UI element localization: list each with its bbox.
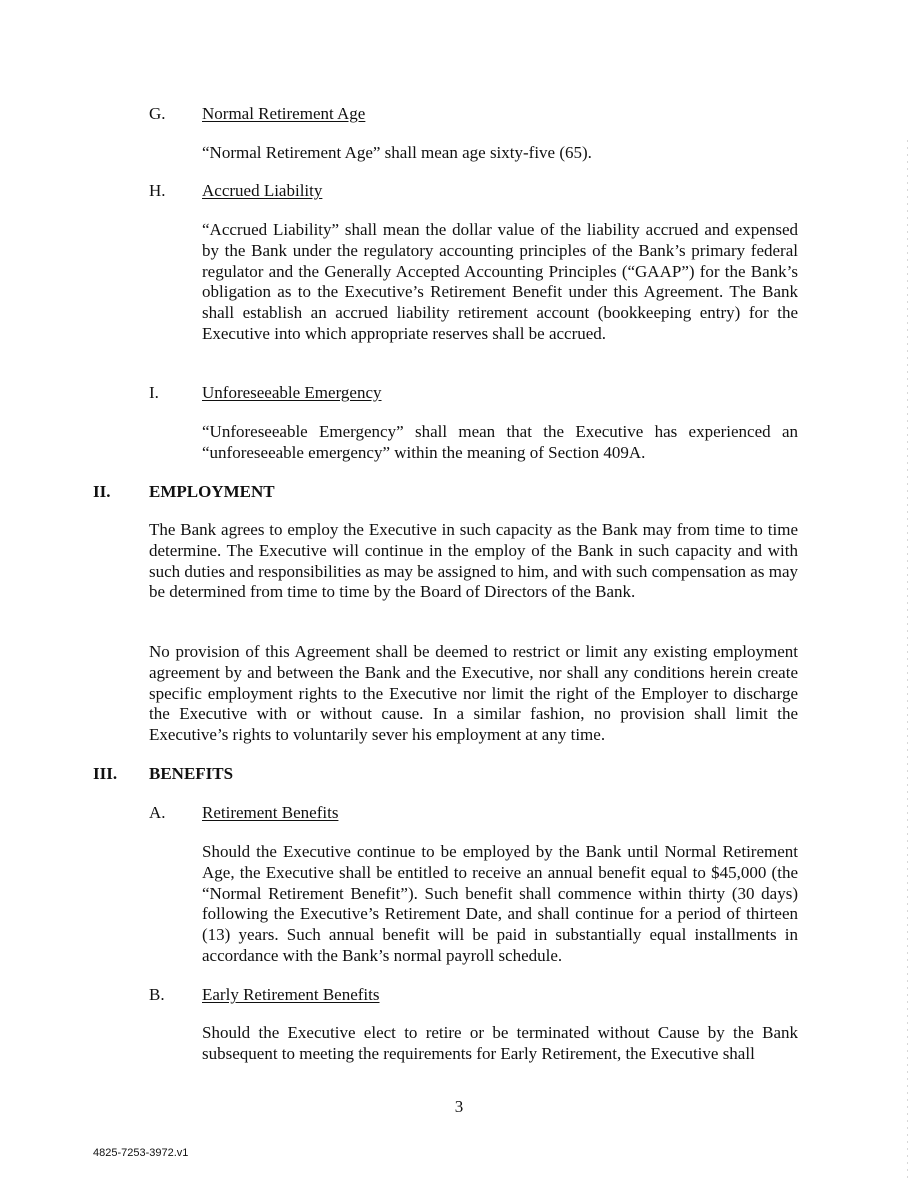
section-i-text: “Unforeseeable Emergency” shall mean that the Executive has experienced an “unforeseeable emergency” within the meaning of Section 409A. (202, 422, 798, 462)
employment-paragraph-1: The Bank agrees to employ the Executive in such capacity as the Bank may from time to time determine. The Executive will continue in the employ of the Bank in such capacity and with such duties and responsibilities as may be assigned to him, and with such compensation as may be determined from time to time by the Board of Directors of the Bank. (149, 520, 798, 602)
retirement-benefits-text: Should the Executive continue to be employed by the Bank until Normal Retirement Age, the Executive shall be entitled to receive an annual benefit equal to $45,000 (the “Normal Retirement Benefit”). Such benefit shall commence within thirty (30 days) following the Executive’s Retirement Date, and shall continue for a period of thirteen (13) years. Such annual benefit will be paid in substantially equal installments in accordance with the Bank’s normal payroll schedule. (202, 842, 798, 965)
document-id: 4825-7253-3972.v1 (93, 1147, 189, 1159)
section-i-title: Unforeseeable Emergency (202, 383, 382, 402)
page-number: 3 (454, 1097, 464, 1116)
section-iii-label: III. (93, 764, 118, 783)
section-iii-b-title: Early Retirement Benefits (202, 985, 380, 1004)
section-ii-title: EMPLOYMENT (149, 482, 275, 501)
section-h-label: H. (149, 181, 166, 200)
section-g-text: “Normal Retirement Age” shall mean age sixty-five (65). (202, 143, 592, 162)
section-g-title: Normal Retirement Age (202, 104, 366, 123)
section-h-title: Accrued Liability (202, 181, 323, 200)
section-iii-a-label: A. (149, 803, 166, 822)
section-iii-title: BENEFITS (149, 764, 234, 783)
section-iii-b-label: B. (149, 985, 165, 1004)
employment-paragraph-2: No provision of this Agreement shall be deemed to restrict or limit any existing employment agreement by and between the Bank and the Executive, nor shall any conditions herein create specific employment rights to the Executive nor limit the right of the Employer to discharge the Executive with or without cause. In a similar fashion, no provision shall limit the Executive’s rights to voluntarily sever his employment at any time. (149, 642, 798, 745)
section-i-label: I. (149, 383, 159, 402)
section-g-label: G. (149, 104, 166, 123)
section-ii-label: II. (93, 482, 111, 501)
early-retirement-text: Should the Executive elect to retire or be terminated without Cause by the Bank subsequent to meeting the requirements for Early Retirement, the Executive shall (202, 1023, 798, 1063)
section-h-text: “Accrued Liability” shall mean the dollar value of the liability accrued and expensed by the Bank under the regulatory accounting principles of the Bank’s primary federal regulator and the Generally Accepted Accounting Principles (“GAAP”) for the Bank’s obligation as to the Executive’s Retirement Benefit under this Agreement. The Bank shall establish an accrued liability retirement account (bookkeeping entry) for the Executive into which appropriate reserves shall be accrued. (202, 220, 798, 343)
scan-edge-mark (907, 140, 908, 1180)
section-iii-a-title: Retirement Benefits (202, 803, 339, 822)
